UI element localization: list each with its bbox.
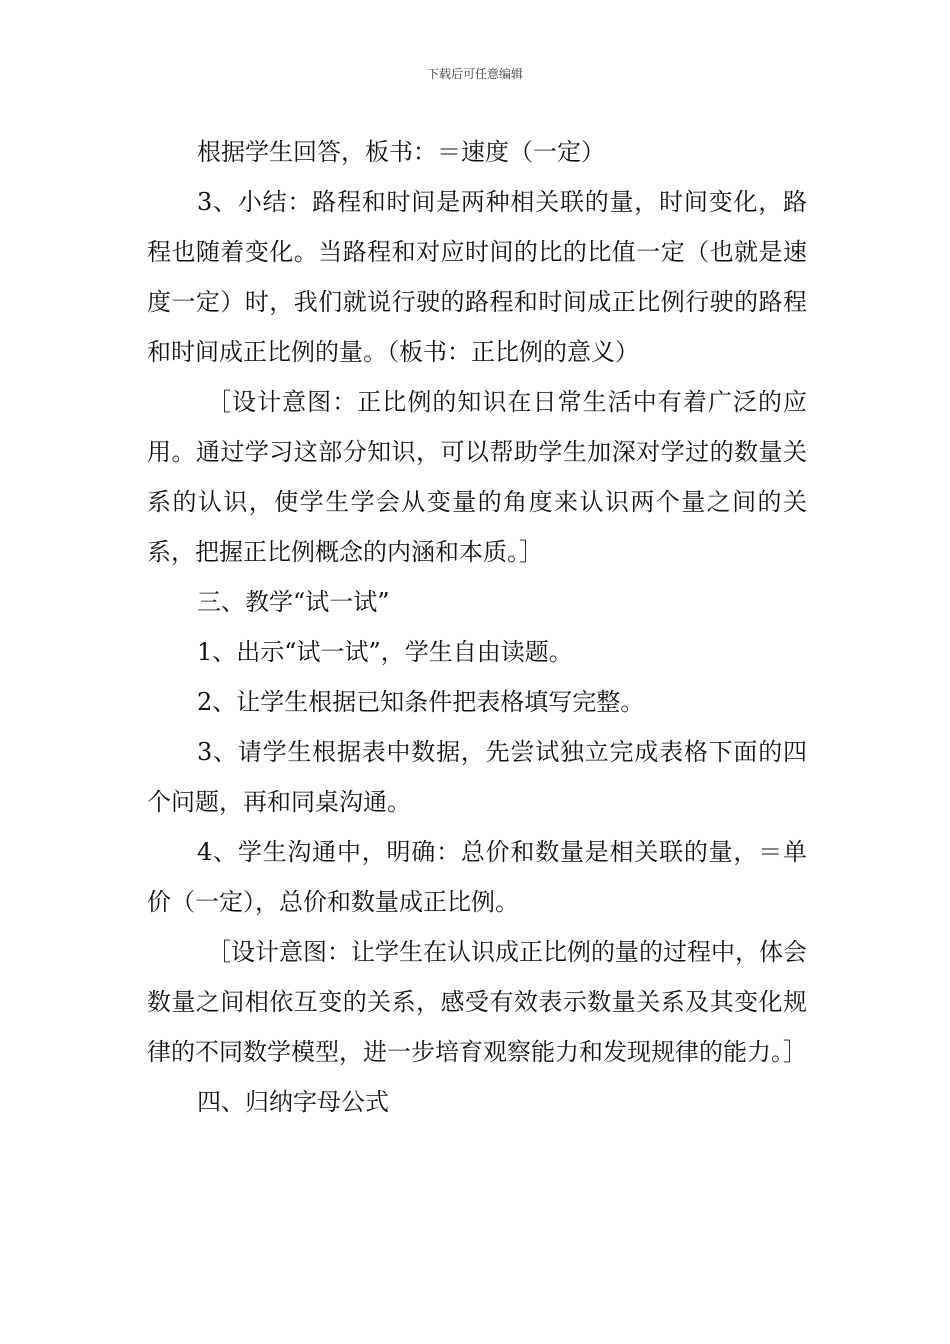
page-header: 下载后可任意编辑 xyxy=(426,67,523,81)
paragraph-design-intent-1: ［设计意图：正比例的知识在日常生活中有着广泛的应用。通过学习这部分知识，可以帮助学生加深对学过的数量关系的认识，使学生学会从变量的角度来认识两个量之间的关系，把握正比例概念的内涵和本质。］ xyxy=(147,388,807,566)
paragraph-board-writing: 根据学生回答，板书：＝速度（一定） xyxy=(197,138,605,166)
paragraph-step-1: 1、出示“试一试”，学生自由读题。 xyxy=(197,638,573,666)
paragraph-step-2: 2、让学生根据已知条件把表格填写完整。 xyxy=(197,688,645,716)
section-heading-formula: 四、归纳字母公式 xyxy=(197,1088,389,1116)
paragraph-step-4: 4、学生沟通中，明确：总价和数量是相关联的量，＝单价（一定），总价和数量成正比例。 xyxy=(147,838,807,916)
document-body xyxy=(147,127,807,1127)
paragraph-step-3: 3、请学生根据表中数据，先尝试独立完成表格下面的四个问题，再和同桌沟通。 xyxy=(147,738,807,816)
section-heading-try-it: 三、教学“试一试” xyxy=(197,588,390,616)
paragraph-summary: 3、小结：路程和时间是两种相关联的量，时间变化，路程也随着变化。当路程和对应时间的比的比值一定（也就是速度一定）时，我们就说行驶的路程和时间成正比例行驶的路程和时间成正比例的量。（板书：正比例的意义） xyxy=(147,188,807,366)
paragraph-design-intent-2: ［设计意图：让学生在认识成正比例的量的过程中，体会数量之间相依互变的关系，感受有效表示数量关系及其变化规律的不同数学模型，进一步培育观察能力和发现规律的能力。］ xyxy=(147,938,807,1066)
